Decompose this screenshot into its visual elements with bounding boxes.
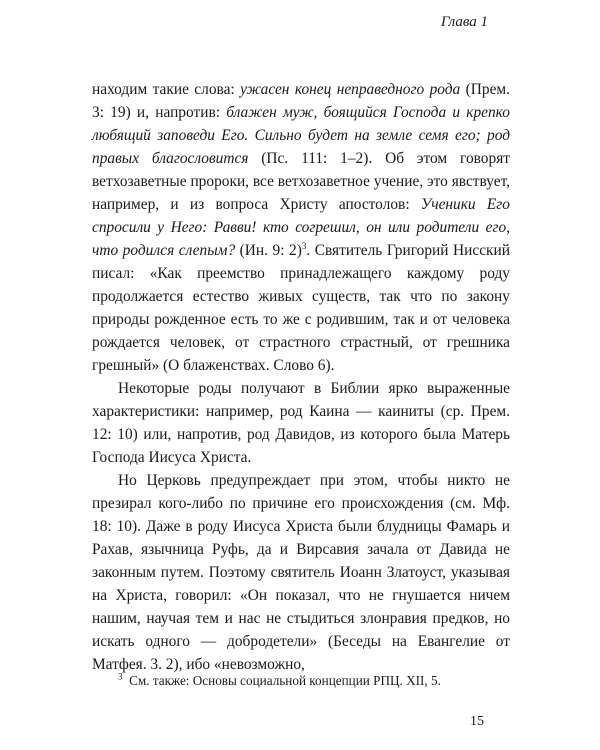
text-run: Но Церковь предупреждает при этом, чтобы никто не презирал кого-либо по причине его происхождения (см. Мф. 18: 10). Даже в роду Иисуса Христа были блудницы Фамарь и Рахав, язычница Руфь, да и Вирсавия зачала от Давида не законным путем. Поэтому святитель Иоанн Златоуст, указывая на Христа, говорил: «Он показал, что не гнушается ничем нашим, научая тем и нас не стыдиться злонравия предков, но искать одного — добродетели» (Беседы на Евангелие от Матфея. 3. 2), ибо «невозможно, <box>92 472 510 673</box>
footnote-marker: 3 <box>118 671 123 682</box>
footnote <box>92 672 510 689</box>
page-number: 15 <box>470 714 484 729</box>
footnote-ref[interactable]: 3 <box>301 240 307 251</box>
footnote-text: См. также: Основы социальной концепции РПЦ. XII, 5. <box>129 673 441 688</box>
text-run: (Прем. 3: 19) и, напротив: <box>92 81 511 121</box>
quote-run: Ученики Его спросили у Него: Равви! кто согрешил, он или родители его, что родился слепым? <box>92 196 511 259</box>
paragraph <box>92 78 510 377</box>
text-run: (Пс. 111: 1–2). Об этом говорят ветхозаветные пророки, все ветхозаветное учение, это явствует, например, и из вопроса Христу апостолов: <box>92 150 510 213</box>
text-run: находим такие слова: <box>92 81 241 98</box>
quote-run: ужасен конец неправедного рода <box>240 81 461 98</box>
paragraph <box>92 469 510 676</box>
body-text <box>92 78 510 676</box>
running-head: Глава 1 <box>440 14 488 30</box>
text-run: . Святитель Григорий Нисский писал: «Как преемство принадлежащего каждому роду продолжается естество живых существ, так что по закону природы рожденное есть то же с родившим, так и от человека рождается человек, от страстного страстный, от грешника грешный» (О блаженствах. Слово 6). <box>92 242 510 374</box>
quote-run: блажен муж, боящийся Господа и крепко любящий заповеди Его. Сильно будет на земле семя его; род правых благословится <box>92 104 510 167</box>
paragraph <box>92 377 510 469</box>
text-run: Некоторые роды получают в Библии ярко выраженные характеристики: например, род Каина — каиниты (ср. Прем. 12: 10) или, напротив, род Давидов, из которого была Матерь Господа Иисуса Христа. <box>92 380 510 466</box>
text-run: (Ин. 9: 2) <box>235 242 302 259</box>
